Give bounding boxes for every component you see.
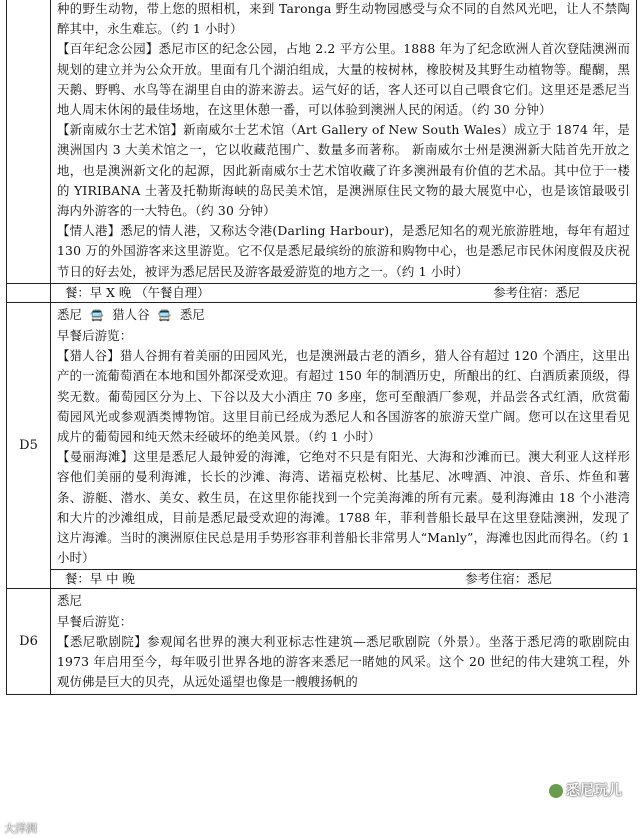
day6-content xyxy=(51,589,637,694)
hotel-text: 参考住宿：悉尼 xyxy=(493,284,580,300)
watermark-main xyxy=(549,780,622,800)
paragraph-manly-beach: 【曼丽海滩】这里是悉尼人最钟爱的海滩，它绝对不只是有阳光、大海和沙滩而已。澳大利亚人这样形容他们美丽的曼利海滩，长长的沙滩、海湾、诺福克松树、比基尼、冰啤酒、冲浪、音乐、炸鱼和薯条、游艇、潜水、美女、救生员，在这里你能找到一个完美海滩的所有元素。曼利海滩由 18 个小港湾和大片的沙滩组成，目前是悉尼最受欢迎的海滩。1788 年，菲利普船长最早在这里登陆澳洲，发现了这片海滩。当时的澳洲原住民总是用手势形容菲利普船长非常男人“Manly”，海滩也因此而得名。（约 1 小时） xyxy=(57,449,630,566)
day-label-d6: D6 xyxy=(7,589,51,694)
prev-day-row xyxy=(7,0,637,283)
day6-intro: 早餐后游览： xyxy=(57,613,133,629)
day-label-d5: D5 xyxy=(7,302,51,589)
paragraph-art-gallery: 【新南威尔士艺术馆】新南威尔士艺术馆（Art Gallery of New South Wales）成立于 1874 年，是澳洲国内 3 大美术馆之一，它以收藏范围广、数量多而著称。 新南威尔士州是澳洲新大陆首先开放之地，也是澳洲新文化的起源，因此新南威尔士艺术馆收藏了许多澳洲最有价值的艺术品。其中位于一楼的 YIRIBANA 土著及托勒斯海峡的岛民美术馆，是澳洲原住民文物的最大展览中心，也是该馆最吸引海内外游客的一大特色。（约 30 分钟） xyxy=(57,122,630,219)
day5-meal-row xyxy=(7,570,637,589)
paragraph-taronga-end: 种的野生动物，带上您的照相机，来到 Taronga 野生动物园感受与众不同的自然风光吧，让人不禁陶醉其中，永生难忘。（约 1 小时） xyxy=(57,1,630,37)
day5-content xyxy=(51,302,637,570)
prev-day-meal-row xyxy=(7,283,637,302)
paragraph-opera-house: 【悉尼歌剧院】参观闻名世界的澳大利亚标志性建筑—悉尼歌剧院（外景）。坐落于悉尼湾的歌剧院由 1973 年启用至今，每年吸引世界各地的游客来悉尼一睹她的风采。这个 20 世纪的伟大建筑工程，外观仿佛是巨大的贝壳，从远处遥望也像是一艘艘扬帆的 xyxy=(57,633,630,690)
paragraph-centennial-park: 【百年纪念公园】悉尼市区的纪念公园，占地 2.2 平方公里。1888 年为了纪念欧洲人首次登陆澳洲而规划的建立并为公众开放。里面有几个湖泊组成，大量的桉树林，橡胶树及其野生动植物等。醍醐，黑天鹅、野鸭、水鸟等在湖里自由的游来游去。运气好的话，客人还可以自己喂食它们。这里还是悉尼当地人周末休闲的最佳场地，在这里休憩一番，可以体验到澳洲人民的闲适。（约 30 分钟） xyxy=(57,41,630,118)
meal-line xyxy=(51,570,636,588)
day5-intro: 早餐后游览： xyxy=(57,328,133,344)
hotel-text: 参考住宿：悉尼 xyxy=(465,571,552,587)
meal-text: 餐：早 X 晚 （午餐自理） xyxy=(65,284,210,300)
day6-row xyxy=(7,589,637,694)
route-from: 悉尼 xyxy=(57,306,83,322)
watermark-main-text: 悉尼玩儿 xyxy=(566,783,622,799)
day-cell-empty xyxy=(7,0,51,283)
route-mid: 猎人谷 xyxy=(112,306,150,322)
day5-route xyxy=(57,305,630,326)
meal-line xyxy=(51,284,636,302)
route-to: 悉尼 xyxy=(179,306,205,322)
bus-icon: 🚍 xyxy=(90,308,105,322)
day6-route: 悉尼 xyxy=(57,593,83,609)
wechat-icon xyxy=(549,784,563,798)
prev-day-content xyxy=(51,0,637,283)
day5-row xyxy=(7,302,637,570)
meal-cell xyxy=(51,570,637,589)
bus-icon: 🚍 xyxy=(157,308,172,322)
itinerary-table xyxy=(6,0,637,695)
meal-text: 餐：早 中 晚 xyxy=(65,571,135,587)
paragraph-darling-harbour: 【情人港】悉尼的情人港，又称达令港(Darling Harbour)，是悉尼知名的观光旅游胜地，每年有超过 130 万的外国游客来这里游览。它不仅是悉尼最缤纷的旅游和购物中心，也是悉尼市民休闲度假及庆祝节日的好去处，被评为悉尼居民及游客最爱游览的地方之一。（约 1 小时） xyxy=(57,223,630,279)
paragraph-hunter-valley: 【猎人谷】猎人谷拥有着美丽的田园风光，也是澳洲最古老的酒乡，猎人谷有超过 120 个酒庄，这里出产的一流葡萄酒在本地和国外都深受欢迎。有超过 150 年的制酒历史，所酿出的红、白酒质素顶级，得奖无数。葡萄园区分为上、下谷以及大小酒庄 70 多座，您可至酿酒厂参观，并品尝各式红酒，欣赏葡萄园风光或参观酒类博物馆。这里目前已经成为悉尼人和各国游客的旅游天堂广阔。您可以在这里看见成片的葡萄园和纯天然未经破坏的绝美风景。（约 1 小时） xyxy=(57,348,630,445)
watermark-corner: 大洋洲 xyxy=(4,822,37,835)
day-cell-empty xyxy=(7,283,51,302)
meal-cell xyxy=(51,283,637,302)
